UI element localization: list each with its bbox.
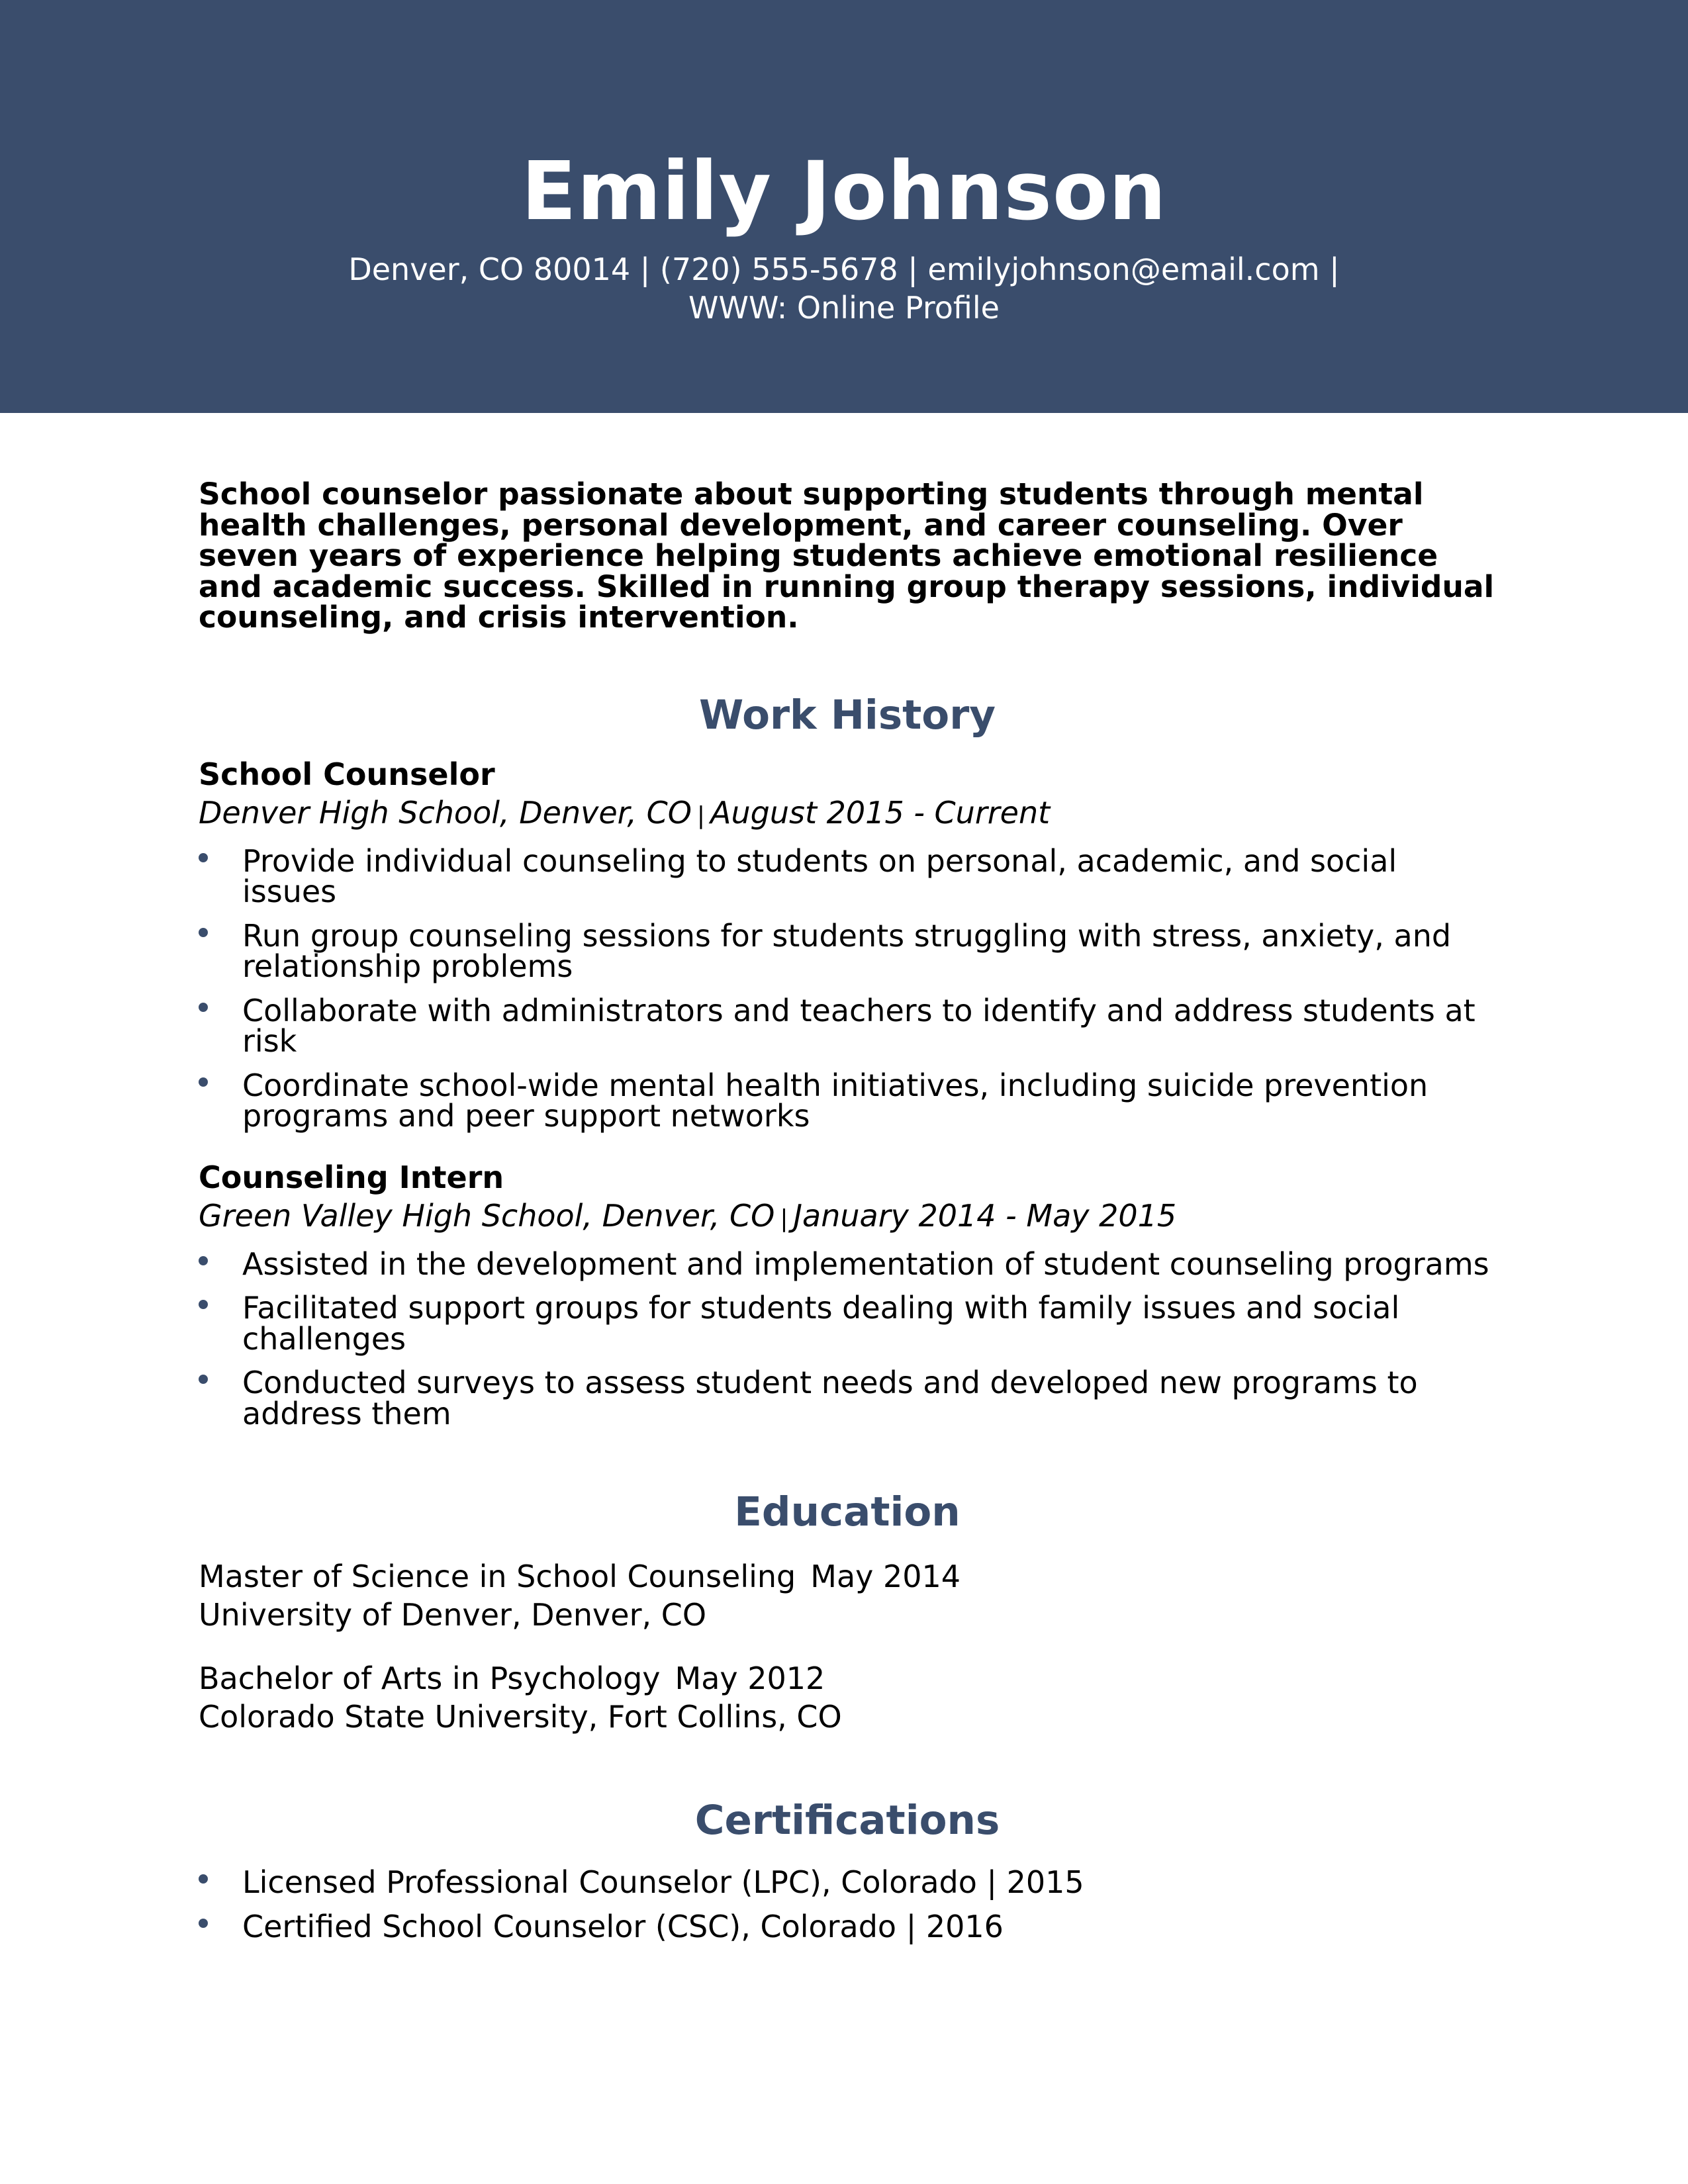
bullet-icon bbox=[199, 1256, 208, 1265]
job-separator: | bbox=[696, 801, 706, 829]
bullet-icon bbox=[199, 1874, 208, 1884]
job-organization-dates bbox=[199, 1197, 1496, 1238]
education-entry bbox=[199, 1557, 1496, 1634]
contact-line-1: Denver, CO 80014 | (720) 555-5678 | emilyjohnson@email.com | bbox=[348, 251, 1340, 287]
education-date: May 2014 bbox=[810, 1559, 961, 1594]
job-title: Counseling Intern bbox=[199, 1159, 504, 1195]
bullet-icon bbox=[199, 853, 208, 862]
candidate-name: Emily Johnson bbox=[521, 144, 1167, 238]
bullet-icon bbox=[199, 928, 208, 937]
contact-line-2: WWW: Online Profile bbox=[688, 290, 1000, 326]
header-banner bbox=[0, 0, 1688, 413]
job-entry bbox=[199, 1158, 1496, 1430]
list-item: Conducted surveys to assess student needs and developed new programs to address them bbox=[199, 1367, 1496, 1429]
section-title-work-history: Work History bbox=[698, 691, 996, 739]
list-item: Assisted in the development and implementation of student counseling programs bbox=[199, 1249, 1496, 1280]
bullet-icon bbox=[199, 1300, 208, 1309]
education-degree: Bachelor of Arts in Psychology bbox=[199, 1661, 661, 1696]
professional-summary: School counselor passionate about supporting students through mental health challenges, personal development, and career counseling. Over seven years of experience helping students achieve emotional resilience and academic success. Skilled in running group therapy sessions, individual counseling, and crisis intervention. bbox=[199, 477, 1495, 635]
job-bullet-list bbox=[199, 1246, 1496, 1432]
bullet-icon bbox=[199, 1077, 208, 1087]
list-item: Provide individual counseling to students on personal, academic, and social issues bbox=[199, 846, 1496, 907]
education-school: Colorado State University, Fort Collins, CO bbox=[199, 1699, 842, 1735]
job-organization: Denver High School, Denver, CO bbox=[199, 794, 692, 831]
job-entry bbox=[199, 755, 1496, 1132]
job-bullet-list bbox=[199, 842, 1496, 1134]
contact-info bbox=[0, 250, 1688, 327]
education-degree: Master of Science in School Counseling bbox=[199, 1559, 796, 1594]
section-title-education: Education bbox=[734, 1488, 961, 1535]
job-organization-dates bbox=[199, 794, 1496, 835]
job-dates: August 2015 - Current bbox=[710, 794, 1051, 831]
job-separator: | bbox=[780, 1205, 788, 1232]
education-entry bbox=[199, 1659, 1496, 1736]
list-item: Facilitated support groups for students dealing with family issues and social challenges bbox=[199, 1293, 1496, 1354]
education-school: University of Denver, Denver, CO bbox=[199, 1597, 707, 1633]
list-item: Coordinate school-wide mental health initiatives, including suicide prevention programs and peer support networks bbox=[199, 1070, 1496, 1132]
resume-body bbox=[199, 479, 1496, 1942]
job-title: School Counselor bbox=[199, 756, 495, 792]
section-title-certifications: Certifications bbox=[694, 1797, 1000, 1844]
certification-list bbox=[199, 1864, 1496, 1944]
job-dates: January 2014 - May 2015 bbox=[793, 1197, 1177, 1234]
education-date: May 2012 bbox=[675, 1661, 825, 1696]
list-item: Licensed Professional Counselor (LPC), Colorado | 2015 bbox=[199, 1867, 1496, 1898]
bullet-icon bbox=[199, 1375, 208, 1384]
list-item: Certified School Counselor (CSC), Colorado | 2016 bbox=[199, 1911, 1496, 1942]
list-item: Run group counseling sessions for students struggling with stress, anxiety, and relationship problems bbox=[199, 921, 1496, 982]
bullet-icon bbox=[199, 1919, 208, 1928]
list-item: Collaborate with administrators and teachers to identify and address students at risk bbox=[199, 995, 1496, 1057]
bullet-icon bbox=[199, 1003, 208, 1012]
job-organization: Green Valley High School, Denver, CO bbox=[199, 1197, 775, 1234]
